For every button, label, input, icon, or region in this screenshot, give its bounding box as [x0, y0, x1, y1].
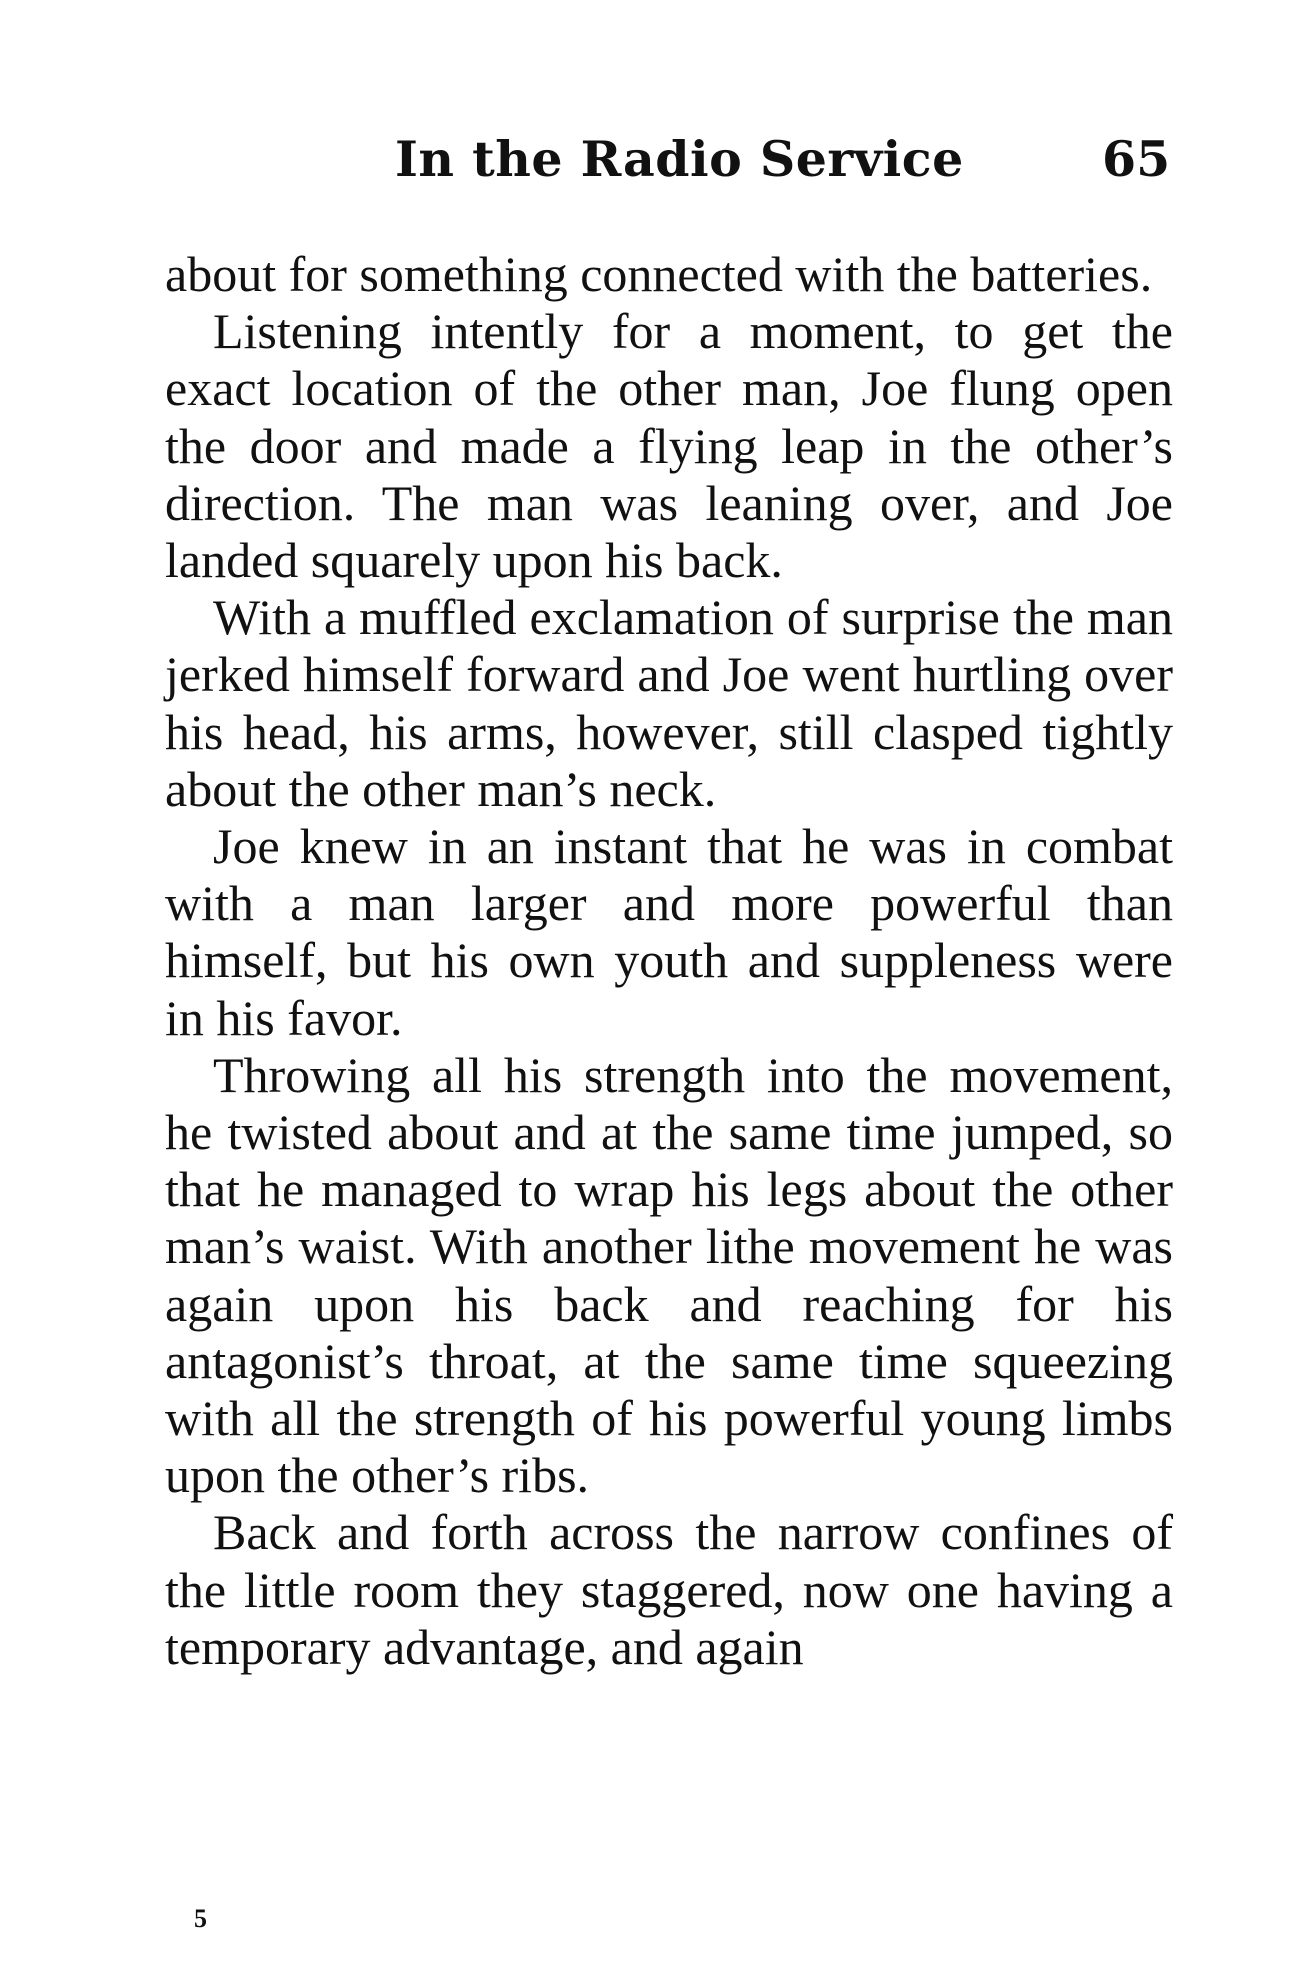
paragraph: Listening intently for a moment, to get the exact location of the other man, Joe flung open the door and made a flying leap in the other’s direction. The man was leaning over, and Joe landed squarely upon his back.	[165, 303, 1173, 589]
paragraph: Joe knew in an instant that he was in combat with a man larger and more powerful than himself, but his own youth and suppleness were in his favor.	[165, 818, 1173, 1046]
paragraph: Throwing all his strength into the movement, he twisted about and at the same time jumped, so that he managed to wrap his legs about the other man’s waist. With another lithe movement he was again upon his back and reaching for his antagonist’s throat, at the same time squeezing with all the strength of his powerful young limbs upon the other’s ribs.	[165, 1046, 1173, 1504]
running-head-title: In the Radio Service	[395, 130, 964, 188]
page-number: 65	[1102, 130, 1171, 188]
paragraph: With a muffled exclamation of surprise the man jerked himself forward and Joe went hurtling over his head, his arms, however, still clasped tightly about the other man’s neck.	[165, 589, 1173, 817]
paragraph: Back and forth across the narrow confines of the little room they staggered, now one having a temporary advantage, and again	[165, 1504, 1173, 1675]
body-text	[165, 246, 1173, 1676]
signature-mark: 5	[194, 1904, 207, 1933]
paragraph-continued: about for something connected with the batteries.	[165, 246, 1153, 302]
